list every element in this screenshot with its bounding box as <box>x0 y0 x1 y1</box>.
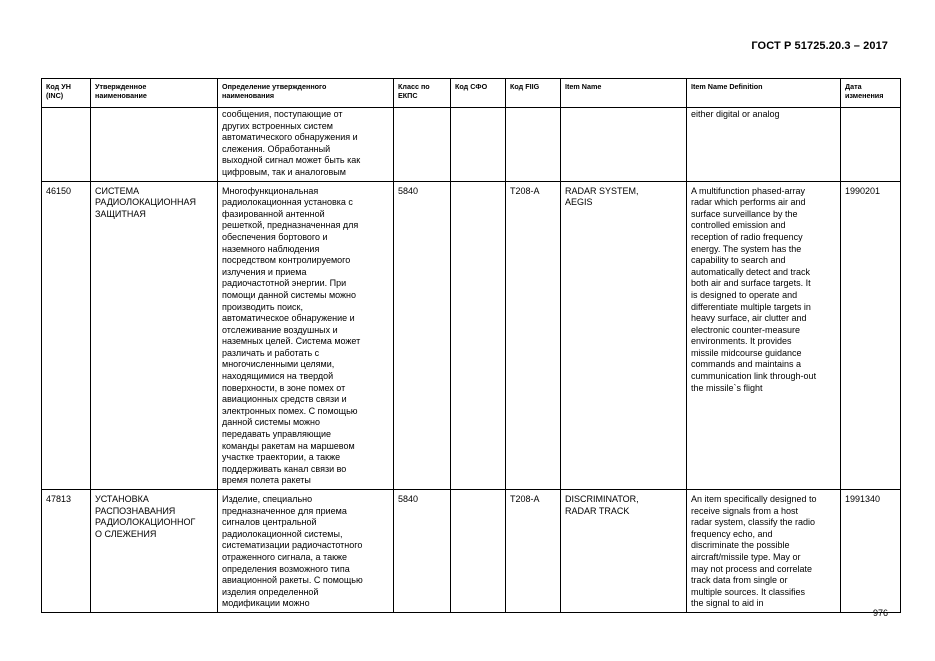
col-header-fiig-code: Код FIIG <box>506 79 561 108</box>
table-row <box>42 490 901 613</box>
cell-item-name <box>561 108 687 182</box>
cell-fiig-code <box>506 108 561 182</box>
col-header-item-definition: Item Name Definition <box>687 79 841 108</box>
cell-inc: 47813 <box>42 490 91 613</box>
cell-fiig-code: T208-A <box>506 181 561 489</box>
cell-item-name: DISCRIMINATOR, RADAR TRACK <box>561 490 687 613</box>
page-number: 976 <box>872 608 888 618</box>
cell-ekps-class: 5840 <box>394 181 451 489</box>
cell-item-definition: An item specifically designed to receive signals from a host radar system, classify the radio frequency echo, and discriminate the possible aircraft/missile type. May or may not process and correlate track data from single or multiple sources. It classifies the signal to aid in <box>687 490 841 613</box>
cell-definition: Многофункциональная радиолокационная установка с фазированной антенной решеткой, предназначенная для обеспечения бортового и наземного наблюдения посредством контролируемого излучения и приема радиочастотной энергии. При помощи данной системы можно производить поиск, автоматическое обнаружение и отслеживание воздушных и наземных целей. Система может различать и работать с многочисленными целями, находящимися на твердой поверхности, в зоне помех от авиационных средств связи и электронных помех. С помощью данной системы можно передавать управляющие команды ракетам на маршевом участке траектории, а также поддерживать канал связи во время полета ракеты <box>218 181 394 489</box>
cell-sfo-code <box>451 108 506 182</box>
classification-table <box>41 78 901 613</box>
cell-sfo-code <box>451 181 506 489</box>
cell-definition: Изделие, специально предназначенное для приема сигналов центральной радиолокационной системы, систематизации радиочастотного отраженного сигнала, а также определения возможного типа авиационной ракеты. С помощью изделия определенной модификации можно <box>218 490 394 613</box>
cell-approved-name: УСТАНОВКА РАСПОЗНАВАНИЯ РАДИОЛОКАЦИОННОГ О СЛЕЖЕНИЯ <box>91 490 218 613</box>
table-header-row <box>42 79 901 108</box>
document-code: ГОСТ Р 51725.20.3 – 2017 <box>751 40 888 52</box>
cell-fiig-code: T208-A <box>506 490 561 613</box>
cell-sfo-code <box>451 490 506 613</box>
col-header-inc: Код УН (INC) <box>42 79 91 108</box>
col-header-ekps-class: Класс по ЕКПС <box>394 79 451 108</box>
col-header-approved-name: Утвержденное наименование <box>91 79 218 108</box>
cell-change-date: 1991340 <box>841 490 901 613</box>
table-row <box>42 108 901 182</box>
cell-inc: 46150 <box>42 181 91 489</box>
cell-change-date <box>841 108 901 182</box>
cell-item-definition: A multifunction phased-array radar which performs air and surface surveillance by the controlled emission and reception of radio frequency energy. The system has the capability to search and automatically detect and track both air and surface targets. It is designed to operate and differentiate multiple targets in heavy surface, air clutter and electronic counter-measure environments. It provides missile midcourse guidance commands and maintains a cummunication link through-out the missile`s flight <box>687 181 841 489</box>
col-header-change-date: Дата изменения <box>841 79 901 108</box>
col-header-definition: Определение утвержденного наименования <box>218 79 394 108</box>
cell-approved-name <box>91 108 218 182</box>
cell-inc <box>42 108 91 182</box>
cell-definition: сообщения, поступающие от других встроенных систем автоматического обнаружения и слежения. Обработанный выходной сигнал может быть как цифровым, так и аналоговым <box>218 108 394 182</box>
col-header-item-name: Item Name <box>561 79 687 108</box>
cell-approved-name: СИСТЕМА РАДИОЛОКАЦИОННАЯ ЗАЩИТНАЯ <box>91 181 218 489</box>
table-row <box>42 181 901 489</box>
col-header-sfo-code: Код СФО <box>451 79 506 108</box>
cell-ekps-class <box>394 108 451 182</box>
cell-change-date: 1990201 <box>841 181 901 489</box>
cell-item-name: RADAR SYSTEM, AEGIS <box>561 181 687 489</box>
cell-item-definition: either digital or analog <box>687 108 841 182</box>
cell-ekps-class: 5840 <box>394 490 451 613</box>
